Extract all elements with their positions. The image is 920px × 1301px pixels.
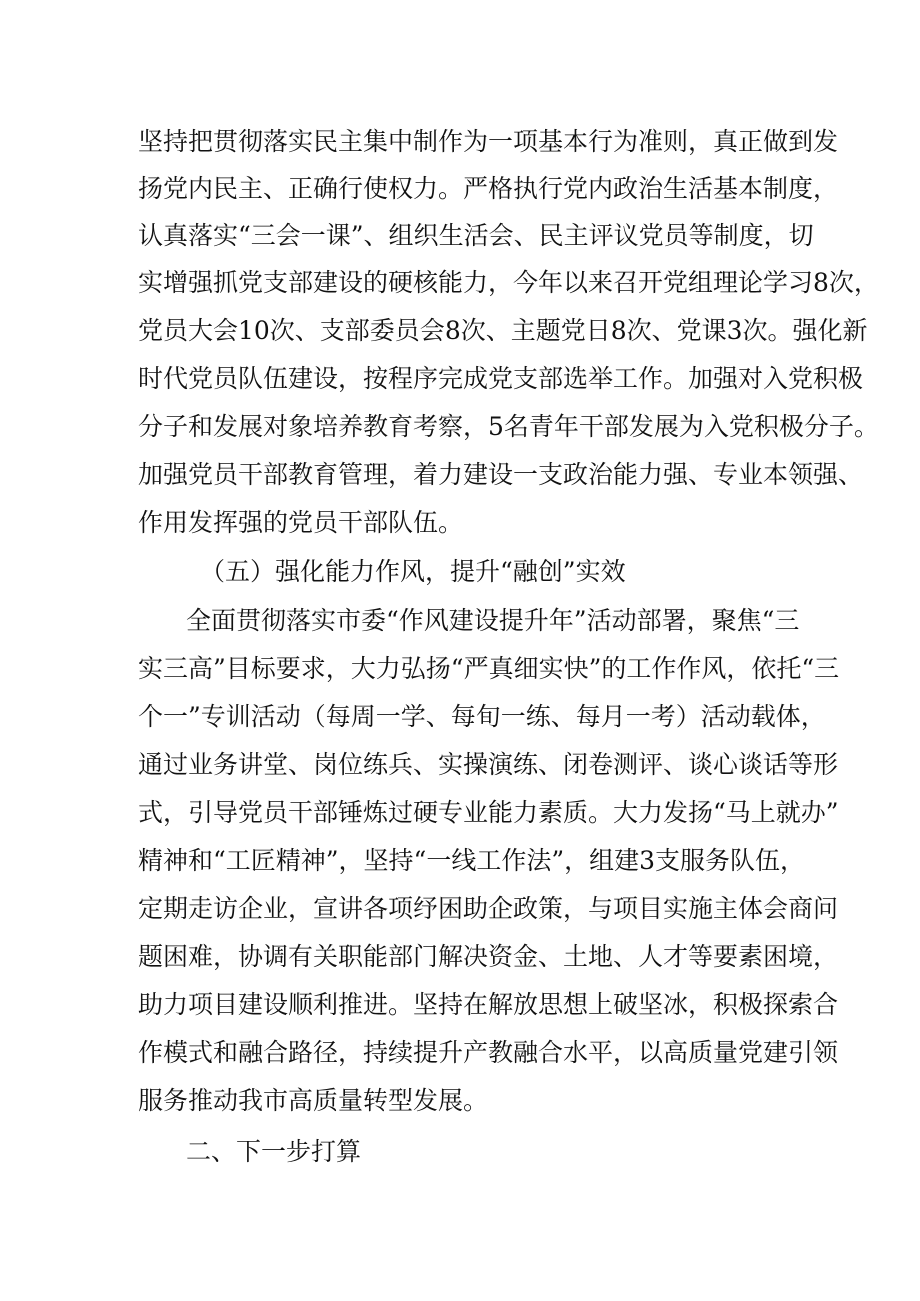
paragraph-line: 通过业务讲堂、岗位练兵、实操演练、闭卷测评、谈心谈话等形: [138, 750, 839, 779]
paragraph-line: 作用发挥强的党员干部队伍。: [138, 508, 464, 537]
paragraph-line: 精神和“工匠精神”，坚持“一线工作法”，组建3支服务队伍，: [138, 846, 806, 875]
paragraph-line: 实增强抓党支部建设的硬核能力，今年以来召开党组理论学习8次，: [138, 268, 879, 297]
paragraph-line: 坚持把贯彻落实民主集中制作为一项基本行为准则，真正做到发: [138, 127, 839, 156]
paragraph-line: 定期走访企业，宣讲各项纾困助企政策，与项目实施主体会商问: [138, 894, 839, 923]
paragraph-line: 扬党内民主、正确行使权力。严格执行党内政治生活基本制度，: [138, 174, 839, 203]
section-heading: （五）强化能力作风，提升“融创”实效: [200, 557, 626, 586]
paragraph-line: 题困难，协调有关职能部门解决资金、土地、人才等要素困境，: [138, 942, 839, 971]
paragraph-line: 助力项目建设顺利推进。坚持在解放思想上破坚冰，积极探索合: [138, 990, 839, 1019]
paragraph-line: 党员大会10次、支部委员会8次、主题党日8次、党课3次。强化新: [138, 316, 868, 345]
paragraph-line: 时代党员队伍建设，按程序完成党支部选举工作。加强对入党积极: [138, 364, 864, 393]
paragraph-line: 全面贯彻落实市委“作风建设提升年”活动部署，聚焦“三: [186, 606, 800, 635]
paragraph-line: 式，引导党员干部锤炼过硬专业能力素质。大力发扬“马上就办”: [138, 798, 839, 827]
paragraph-line: 实三高”目标要求，大力弘扬“严真细实快”的工作作风，依托“三: [138, 654, 840, 683]
chapter-heading: 二、下一步打算: [186, 1137, 362, 1166]
paragraph-line: 加强党员干部教育管理，着力建设一支政治能力强、专业本领强、: [138, 460, 864, 489]
paragraph-line: 个一”专训活动（每周一学、每旬一练、每月一考）活动载体，: [138, 702, 826, 731]
paragraph-line: 服务推动我市高质量转型发展。: [138, 1086, 489, 1115]
paragraph-line: 作模式和融合路径，持续提升产教融合水平，以高质量党建引领: [138, 1038, 839, 1067]
paragraph-line: 认真落实“三会一课”、组织生活会、民主评议党员等制度，切: [138, 221, 814, 250]
paragraph-line: 分子和发展对象培养教育考察，5名青年干部发展为入党积极分子。: [138, 412, 879, 441]
